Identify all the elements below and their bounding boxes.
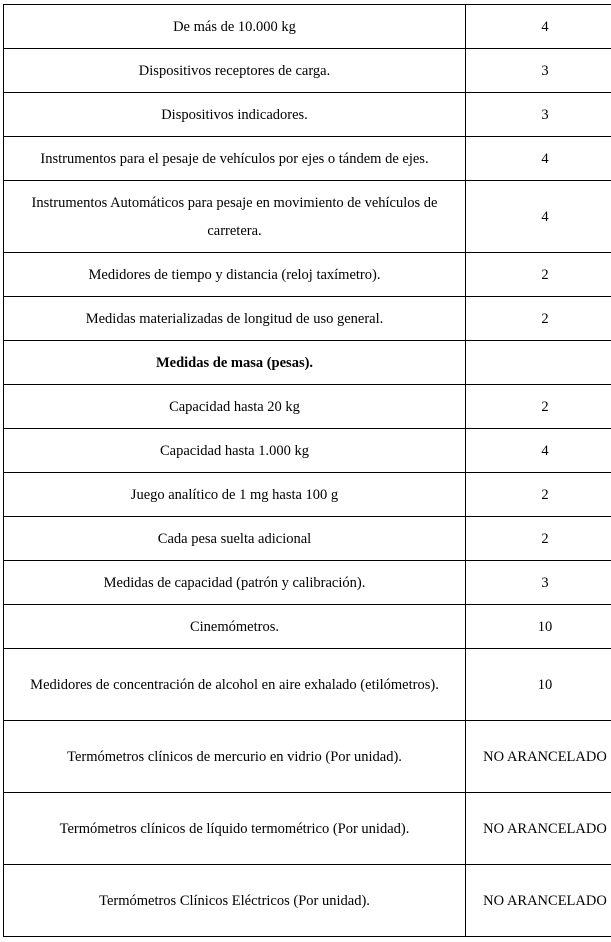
table-row: [4, 473, 611, 517]
row-value: [466, 341, 611, 385]
table-row: [4, 297, 611, 341]
row-description: Termómetros Clínicos Eléctricos (Por unidad).: [4, 865, 466, 937]
row-value: NO ARANCELADO: [466, 721, 611, 793]
row-value: 10: [466, 649, 611, 721]
row-description: Capacidad hasta 20 kg: [4, 385, 466, 429]
table-row: [4, 517, 611, 561]
row-description: Dispositivos receptores de carga.: [4, 49, 466, 93]
table-row: [4, 793, 611, 865]
row-description: Medidas de capacidad (patrón y calibración).: [4, 561, 466, 605]
row-value: 3: [466, 93, 611, 137]
row-description: Medidores de tiempo y distancia (reloj taxímetro).: [4, 253, 466, 297]
table-row: [4, 865, 611, 937]
row-description: Medidores de concentración de alcohol en aire exhalado (etilómetros).: [4, 649, 466, 721]
table-row: [4, 561, 611, 605]
table-row: [4, 649, 611, 721]
row-description: Juego analítico de 1 mg hasta 100 g: [4, 473, 466, 517]
row-value: 4: [466, 429, 611, 473]
table-row: [4, 93, 611, 137]
row-value: 3: [466, 561, 611, 605]
row-description: De más de 10.000 kg: [4, 5, 466, 49]
row-value: 4: [466, 137, 611, 181]
table-row: [4, 385, 611, 429]
row-value: 2: [466, 253, 611, 297]
row-value: 2: [466, 297, 611, 341]
section-header-row: [4, 341, 611, 385]
table-row: [4, 429, 611, 473]
table-row: [4, 605, 611, 649]
table-row: [4, 253, 611, 297]
row-value: 2: [466, 517, 611, 561]
section-heading: Medidas de masa (pesas).: [4, 341, 466, 385]
fee-table: [3, 4, 611, 937]
row-description: Medidas materializadas de longitud de uso general.: [4, 297, 466, 341]
table-row: [4, 721, 611, 793]
row-description: Dispositivos indicadores.: [4, 93, 466, 137]
row-value: 3: [466, 49, 611, 93]
table-row: [4, 137, 611, 181]
row-value: 4: [466, 5, 611, 49]
row-description: Cinemómetros.: [4, 605, 466, 649]
row-description: Termómetros clínicos de líquido termométrico (Por unidad).: [4, 793, 466, 865]
row-value: NO ARANCELADO: [466, 865, 611, 937]
row-description: Capacidad hasta 1.000 kg: [4, 429, 466, 473]
row-description: Instrumentos para el pesaje de vehículos por ejes o tándem de ejes.: [4, 137, 466, 181]
table-row: [4, 5, 611, 49]
row-value: 10: [466, 605, 611, 649]
row-value: NO ARANCELADO: [466, 793, 611, 865]
table-row: [4, 49, 611, 93]
table-row: [4, 181, 611, 253]
row-value: 4: [466, 181, 611, 253]
row-value: 2: [466, 385, 611, 429]
row-description: Termómetros clínicos de mercurio en vidrio (Por unidad).: [4, 721, 466, 793]
row-description: Instrumentos Automáticos para pesaje en movimiento de vehículos de carretera.: [4, 181, 466, 253]
row-description: Cada pesa suelta adicional: [4, 517, 466, 561]
row-value: 2: [466, 473, 611, 517]
